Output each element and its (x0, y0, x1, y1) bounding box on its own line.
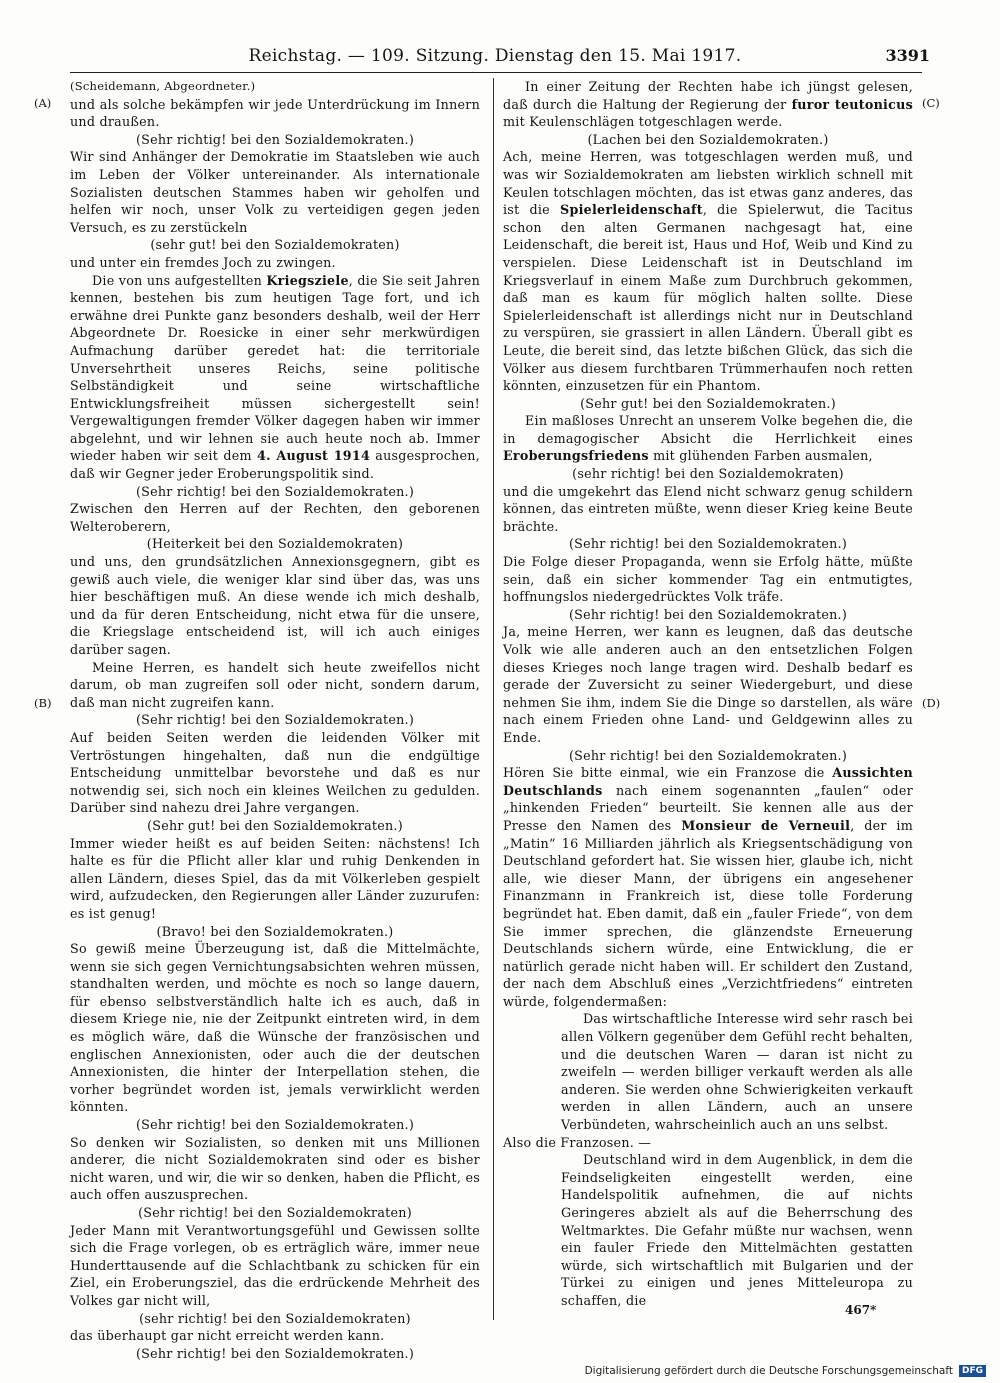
digitization-text: Digitalisierung gefördert durch die Deutsche Forschungsgemeinschaft (584, 1365, 953, 1377)
left-column (70, 78, 480, 1362)
emphasis-date: 4. August 1914 (257, 448, 371, 464)
margin-marker-a: (A) (34, 96, 52, 110)
paragraph: Zwischen den Herren auf der Rechten, den geborenen Welteroberern, (70, 501, 480, 534)
column-divider (493, 78, 494, 1320)
interjection: (Sehr richtig! bei den Sozialdemokraten.) (568, 747, 848, 763)
paragraph: Hören Sie bitte einmal, wie ein Franzose die Aussichten Deutschlands nach einem sogenannten „faulen“ oder „hinkenden Frieden“ beurteilt. Sie kennen alle aus der Presse den Namen des Monsieur de Verneuil, der im „Matin“ 16 Milliarden jährlich als Kriegsentschädigung von Deutschland gefordert hat. Sie wissen hier, glaube ich, nicht alle, wie dieser Mann, der übrigens ein angesehener Finanzmann in Frankreich ist, diese tolle Forderung begründet hat. Eben damit, daß ein „fauler Friede“, von dem Sie immer sprechen, die glänzendste Erneuerung Deutschlands sichern würde, eine Entwicklung, die er natürlich gerade nicht haben will. Er schildert den Zustand, der nach dem Abschluß eines „Verzichtfriedens“ eintreten würde, folgendermaßen: (503, 765, 913, 1009)
block-quote: Deutschland wird in dem Augenblick, in dem die Feindseligkeiten eingestellt werden, eine Handelspolitik aufnehmen, die auf nichts Geringeres abzielt als auf die Beherrschung des Weltmarktes. Die Gefahr müßte nur wachsen, wenn ein fauler Friede den Mittelmächten gestatten würde, sich wirtschaftlich mit Bulgarien und der Türkei zu einigen und jenes Mitteleuropa zu schaffen, die (561, 1152, 913, 1308)
paragraph: So denken wir Sozialisten, so denken mit uns Millionen anderer, die nicht Sozialdemokraten sind oder es bisher nicht waren, und wir, die wir so denken, haben die Pflicht, es auch offen auszusprechen. (70, 1134, 480, 1203)
speaker-label: (Scheidemann, Abgeordneter.) (70, 79, 256, 93)
sheet-number: 467* (845, 1303, 877, 1317)
interjection: (Sehr richtig! bei den Sozialdemokraten.) (135, 1345, 415, 1361)
paragraph: Auf beiden Seiten werden die leidenden Völker mit Vertröstungen hingehalten, daß nun die endgültige Entscheidung unmittelbar bevorstehe und daß es nur notwendig sei, sich noch ein kleines Weilchen zu gedulden. Darüber sind nahezu drei Jahre vergangen. (70, 729, 480, 816)
interjection: (sehr richtig! bei den Sozialdemokraten) (572, 466, 844, 482)
page-header (70, 46, 930, 74)
margin-marker-d: (D) (922, 696, 941, 710)
emphasis-verneuil: Monsieur de Verneuil (681, 817, 851, 833)
interjection: (sehr gut! bei den Sozialdemokraten) (150, 237, 400, 253)
interjection: (Sehr richtig! bei den Sozialdemokraten.) (135, 131, 415, 147)
interjection: (Sehr gut! bei den Sozialdemokraten.) (580, 395, 836, 411)
interjection: (Sehr richtig! bei den Sozialdemokraten.) (135, 483, 415, 499)
paragraph: und uns, den grundsätzlichen Annexionsgegnern, gibt es gewiß auch viele, die weniger klar sind über das, was uns hier beschäftigen muß. An diese wende ich mich deshalb, und da für deren Entscheidung, nicht etwa für die unsere, die Kriegslage entscheidend ist, will ich auch einiges darüber sagen. (70, 554, 480, 657)
paragraph: Immer wieder heißt es auf beiden Seiten: nächstens! Ich halte es für die Pflicht aller klar und ruhig Denkenden in allen Ländern, dieses Spiel, das da mit Völkerleben gespielt wird, aufzudecken, den Regierungen aller Länder zuzurufen: es ist genug! (70, 835, 480, 921)
interjection: (Sehr richtig! bei den Sozialdemokraten) (138, 1205, 412, 1220)
emphasis-furor: furor teutonicus (791, 96, 913, 112)
right-column (503, 78, 913, 1310)
dfg-logo: DFG (959, 1365, 986, 1377)
paragraph: und als solche bekämpfen wir jede Unterdrückung im Innern und draußen. (70, 96, 480, 130)
margin-marker-b: (B) (34, 696, 52, 710)
paragraph: und die umgekehrt das Elend nicht schwarz genug schildern können, das eintreten müßte, wenn dieser Krieg keine Beute brächte. (503, 483, 913, 534)
interjection: (Heiterkeit bei den Sozialdemokraten) (146, 536, 404, 552)
paragraph: das überhaupt gar nicht erreicht werden kann. (70, 1328, 385, 1344)
digitization-note (585, 1365, 986, 1377)
paragraph: Ja, meine Herren, wer kann es leugnen, daß das deutsche Volk wie alle anderen auch an den entsetzlichen Folgen dieses Krieges noch lange tragen wird. Deshalb bedarf es gerade der Zuversicht zu seiner Wiedergeburt, und diese nehmen Sie ihm, indem Sie die Dinge so darstellen, als wäre nach einem Frieden ohne Land- und Geldgewinn alles zu Ende. (503, 624, 913, 745)
interjection: (Sehr richtig! bei den Sozialdemokraten.) (568, 536, 848, 552)
paragraph: und unter ein fremdes Joch zu zwingen. (70, 254, 336, 270)
paragraph: Wir sind Anhänger der Demokratie im Staatsleben wie auch im Leben der Völker untereinander. Als internationale Sozialisten deutschen Stammes haben wir geholfen und helfen wir noch, unser Volk zu verteidigen gegen jeden Versuch, es zu zerstückeln (70, 149, 480, 235)
margin-marker-c: (C) (922, 96, 940, 110)
paragraph: Ach, meine Herren, was totgeschlagen werden muß, und was wir Sozialdemokraten am liebsten wirklich schnell mit Keulen totschlagen möchten, das ist etwas ganz anderes, das ist die Spielerleidenschaft, die Spielerwut, die Tacitus schon den alten Germanen nachgesagt hat, eine Leidenschaft, die bereit ist, Haus und Hof, Weib und Kind zu verspielen. Diese Leidenschaft ist in Deutschland im Kriegsverlauf in einem Maße zum Durchbruch gekommen, daß man es kaum für möglich halten sollte. Diese Spielerleidenschaft ist allerdings nicht nur in Deutschland zu verspüren, sie grassiert in allen Ländern. Überall gibt es Leute, die bereit sind, das letzte bißchen Glück, das sich die Völker aus diesem furchtbaren Trümmerhaufen noch retten könnten, einzusetzen für ein Phantom. (503, 149, 914, 394)
paragraph: Also die Franzosen. — (503, 1134, 652, 1150)
paragraph: In einer Zeitung der Rechten habe ich jüngst gelesen, daß durch die Haltung der Regierung der furor teutonicus mit Keulenschlägen totgeschlagen werde. (503, 79, 913, 130)
paragraph: Ein maßloses Unrecht an unserem Volke begehen die, die in demagogischer Absicht die Herrlichkeit eines Eroberungsfriedens mit glühenden Farben ausmalen, (503, 413, 913, 464)
paragraph: So gewiß meine Überzeugung ist, daß die Mittelmächte, wenn sie sich gegen Vernichtungsabsichten wehren müssen, standhalten werden, und möchte es noch so lange dauern, für ebenso selbstverständlich halte ich es auch, daß in diesem Kriege nie, nie der Zeitpunkt eintreten wird, in dem es möglich wäre, daß die Wünsche der französischen und englischen Annexionisten, oder auch die der deutschen Annexionisten, die hinter der Interpellation stehen, die vorher begründet worden ist, jemals verwirklicht werden könnten. (70, 941, 480, 1115)
interjection: (Sehr richtig! bei den Sozialdemokraten.) (135, 712, 415, 728)
interjection: (Sehr gut! bei den Sozialdemokraten.) (147, 817, 403, 833)
emphasis-eroberungsfrieden: Eroberungsfriedens (503, 448, 649, 464)
interjection: (Bravo! bei den Sozialdemokraten.) (156, 923, 394, 939)
block-quote: Das wirtschaftliche Interesse wird sehr rasch bei allen Völkern gegenüber dem Gefühl recht behalten, und die deutschen Waren — daran ist nicht zu zweifeln — werden billiger verkauft werden als alle anderen. Sie werden ohne Schwierigkeiten verkauft werden in allen Ländern, auch an unsere Verbündeten, wahrscheinlich auch an uns selbst. (561, 1011, 913, 1133)
running-title: Reichstag. — 109. Sitzung. Dienstag den 15. Mai 1917. (248, 46, 742, 66)
interjection: (Sehr richtig! bei den Sozialdemokraten.) (135, 1117, 415, 1133)
paragraph: Jeder Mann mit Verantwortungsgefühl und Gewissen sollte sich die Frage vorlegen, ob es erträglich wäre, immer neue Hunderttausende auf die Schlachtbank zu schicken für ein Ziel, ein Eroberungsziel, das die erdrückende Mehrheit des Volkes gar nicht will, (70, 1222, 480, 1308)
interjection: (sehr richtig! bei den Sozialdemokraten) (139, 1310, 411, 1326)
paragraph: Die Folge dieser Propaganda, wenn sie Erfolg hätte, müßte sein, daß ein sicher kommender Tag ein entmutigtes, hoffnungslos niedergedrücktes Volk träfe. (503, 554, 913, 605)
emphasis-aussichten: Aussichten Deutschlands (503, 765, 913, 798)
emphasis-spielerleidenschaft: Spielerleidenschaft (560, 202, 703, 218)
paragraph: Meine Herren, es handelt sich heute zweifellos nicht darum, ob man zugreifen soll oder nicht, sondern darum, daß man nicht zugreifen kann. (70, 659, 480, 710)
emphasis-kriegsziele: Kriegsziele (266, 272, 349, 288)
interjection: (Sehr richtig! bei den Sozialdemokraten.) (568, 606, 848, 622)
header-rule (70, 72, 922, 73)
page-number: 3391 (885, 46, 930, 65)
interjection: (Lachen bei den Sozialdemokraten.) (587, 131, 829, 147)
paragraph: Die von uns aufgestellten Kriegsziele, die Sie seit Jahren kennen, bestehen bis zum heutigen Tage fort, und ich erwähne drei Punkte ganz besonders deshalb, weil der Herr Abgeordnete Dr. Roesicke in einer sehr merkwürdigen Aufmachung darüber geredet hat: die territoriale Unversehrtheit unseres Reichs, seine politische Selbständigkeit und seine wirtschaftliche Entwicklungsfreiheit müssen sichergestellt sein! Vergewaltigungen fremder Völker dagegen haben wir immer abgelehnt, und wir lehnen sie auch heute noch ab. Immer wieder haben wir seit dem 4. August 1914 ausgesprochen, daß wir Gegner jeder Eroberungspolitik sind. (70, 272, 480, 482)
